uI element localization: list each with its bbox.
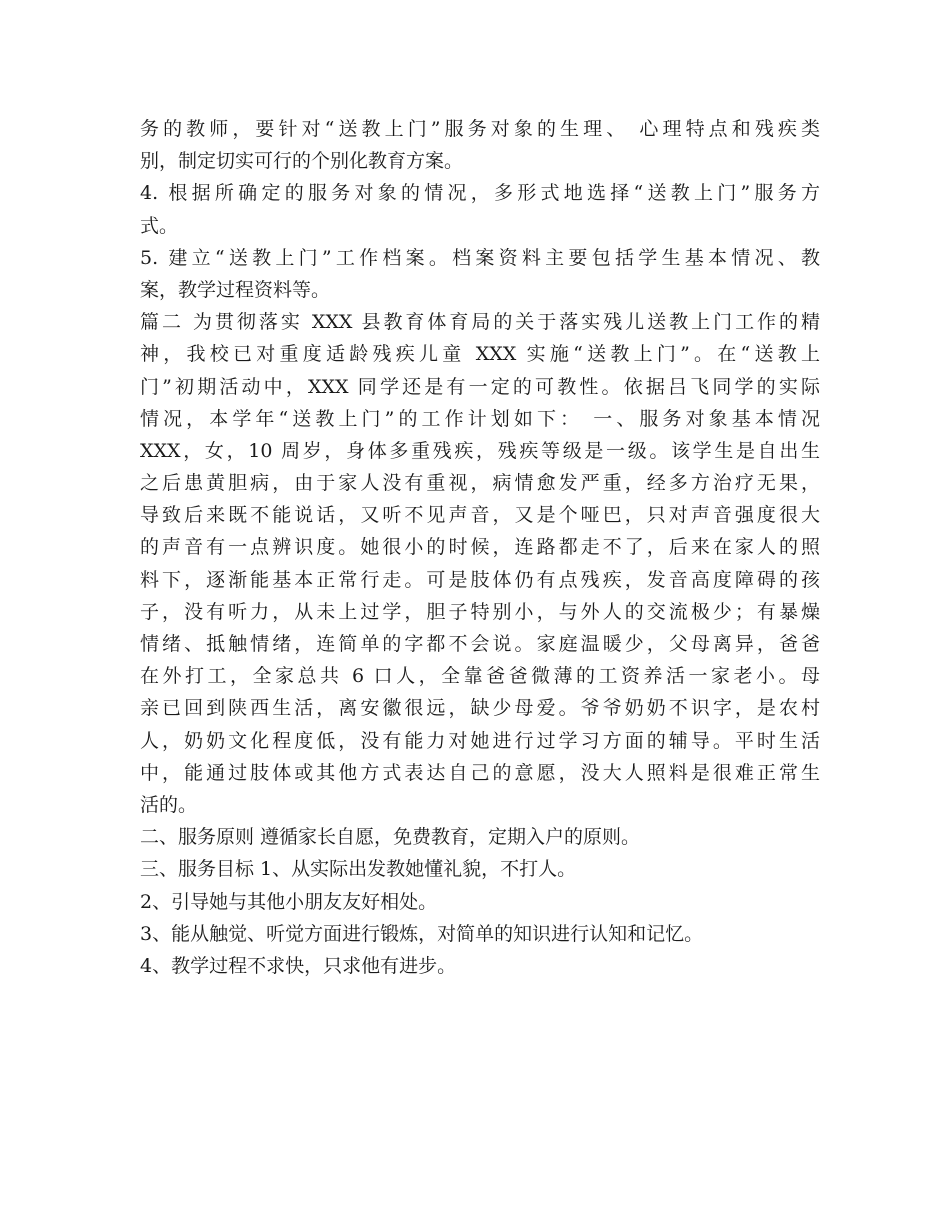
text-line: 务的教师，要针对“送教上门”服务对象的生理、 心理特点和残疾类	[140, 118, 820, 140]
text-line: 2、引导她与其他小朋友友好相处。	[140, 890, 438, 913]
text-line: 式。	[140, 214, 179, 237]
text-line: 5. 建立“送教上门”工作档案。档案资料主要包括学生基本情况、教	[140, 246, 820, 269]
text-line: 情况，本学年“送教上门”的工作计划如下： 一、服务对象基本情况	[140, 407, 820, 430]
text-line: 人，奶奶文化程度低，没有能力对她进行过学习方面的辅导。平时生活	[140, 729, 820, 752]
text-line: 门”初期活动中，XXX 同学还是有一定的可教性。依据吕飞同学的实际	[140, 375, 820, 398]
text-line: 中，能通过肢体或其他方式表达自己的意愿，没大人照料是很难正常生	[140, 761, 820, 784]
text-line: 神，我校已对重度适龄残疾儿童 XXX 实施“送教上门”。在“送教上	[140, 343, 820, 366]
text-line: 亲已回到陕西生活，离安徽很远，缺少母爱。爷爷奶奶不识字，是农村	[140, 697, 820, 720]
text-line: 案，教学过程资料等。	[140, 278, 331, 301]
text-line: 3、能从触觉、听觉方面进行锻炼，对简单的知识进行认知和记忆。	[140, 922, 704, 945]
text-line: 篇二 为贯彻落实 XXX 县教育体育局的关于落实残儿送教上门工作的精	[140, 311, 820, 334]
text-line: 情绪、抵触情绪，连简单的字都不会说。家庭温暖少，父母离异，爸爸	[140, 633, 820, 655]
text-line: 之后患黄胆病，由于家人没有重视，病情愈发严重，经多方治疗无果，	[140, 472, 820, 495]
text-line: 的声音有一点辨识度。她很小的时候，连路都走不了，后来在家人的照	[140, 536, 820, 559]
text-line: 料下，逐渐能基本正常行走。可是肢体仍有点残疾，发音高度障碍的孩	[140, 568, 820, 591]
text-line: 导致后来既不能说话，又听不见声音，又是个哑巴，只对声音强度很大	[140, 504, 820, 527]
body-text	[140, 113, 820, 982]
text-line: 4、教学过程不求快，只求他有进步。	[140, 954, 457, 977]
text-line: 4. 根据所确定的服务对象的情况，多形式地选择“送教上门”服务方	[140, 182, 820, 205]
text-line: 别，制定切实可行的个别化教育方案。	[140, 150, 464, 173]
text-line: 子，没有听力，从未上过学，胆子特别小，与外人的交流极少；有暴燥	[140, 600, 820, 623]
text-line: 二、服务原则 遵循家长自愿，免费教育，定期入户的原则。	[140, 826, 641, 849]
text-line: 在外打工，全家总共 6 口人，全靠爸爸微薄的工资养活一家老小。母	[140, 665, 820, 688]
text-line: XXX，女，10 周岁，身体多重残疾，残疾等级是一级。该学生是自出生	[140, 439, 820, 462]
text-line: 三、服务目标 1、从实际出发教她懂礼貌，不打人。	[140, 858, 577, 881]
text-line: 活的。	[140, 793, 198, 816]
